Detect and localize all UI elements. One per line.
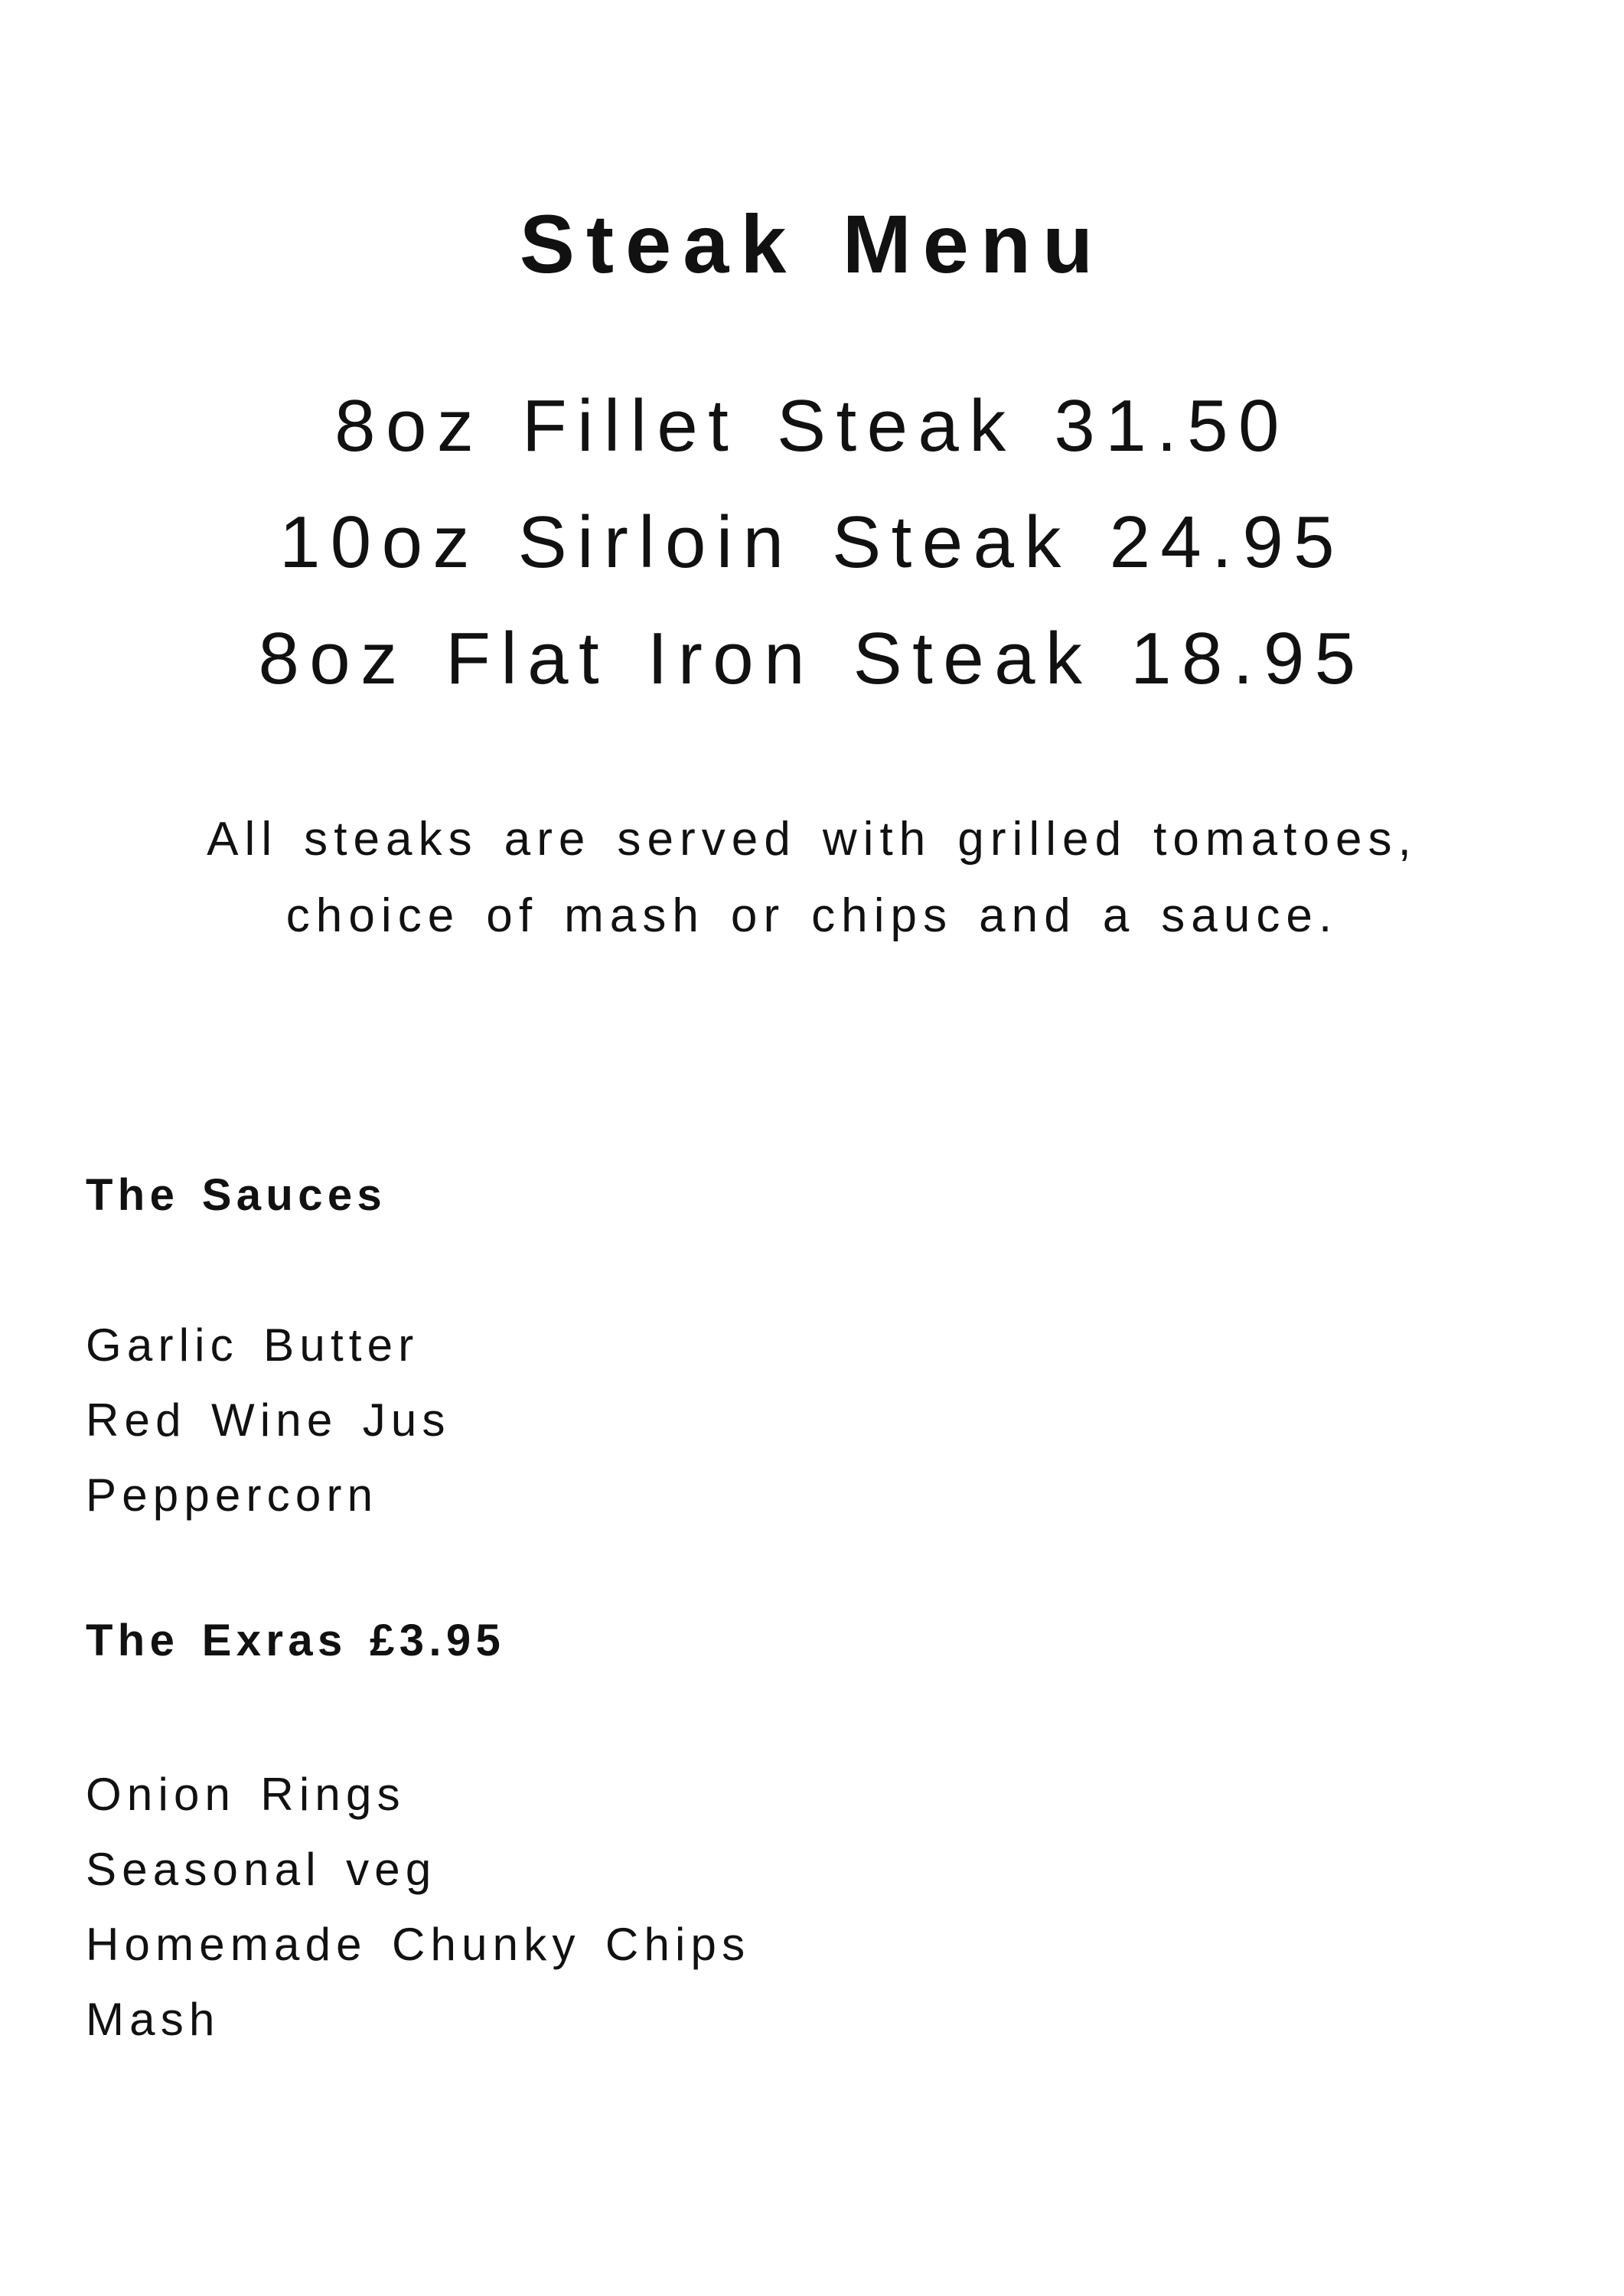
steak-item: 8oz Fillet Steak 31.50 [334, 385, 1290, 467]
steak-item: 10oz Sirloin Steak 24.95 [279, 501, 1345, 583]
note-line: All steaks are served with grilled tomatoes, [207, 813, 1417, 866]
menu-item: Onion Rings [86, 1769, 406, 1820]
steaks-note [0, 801, 1624, 954]
sauces-list [86, 1308, 1538, 1533]
menu-item: Red Wine Jus [86, 1394, 451, 1446]
menu-item: Peppercorn [86, 1469, 379, 1521]
section-sauces [86, 1169, 1538, 1533]
menu-item: Seasonal veg [86, 1844, 437, 1895]
steak-list [0, 368, 1624, 717]
extras-list [86, 1757, 1538, 2057]
steak-item: 8oz Flat Iron Steak 18.95 [258, 618, 1366, 700]
note-line: choice of mash or chips and a sauce. [285, 889, 1339, 942]
sauces-heading: The Sauces [86, 1170, 387, 1220]
menu-item: Garlic Butter [86, 1319, 419, 1371]
menu-item: Homemade Chunky Chips [86, 1919, 751, 1970]
menu-item: Mash [86, 1994, 220, 2045]
page-title: Steak Menu [519, 197, 1105, 290]
extras-heading: The Exras £3.95 [86, 1616, 506, 1665]
section-extras [86, 1614, 1538, 2057]
